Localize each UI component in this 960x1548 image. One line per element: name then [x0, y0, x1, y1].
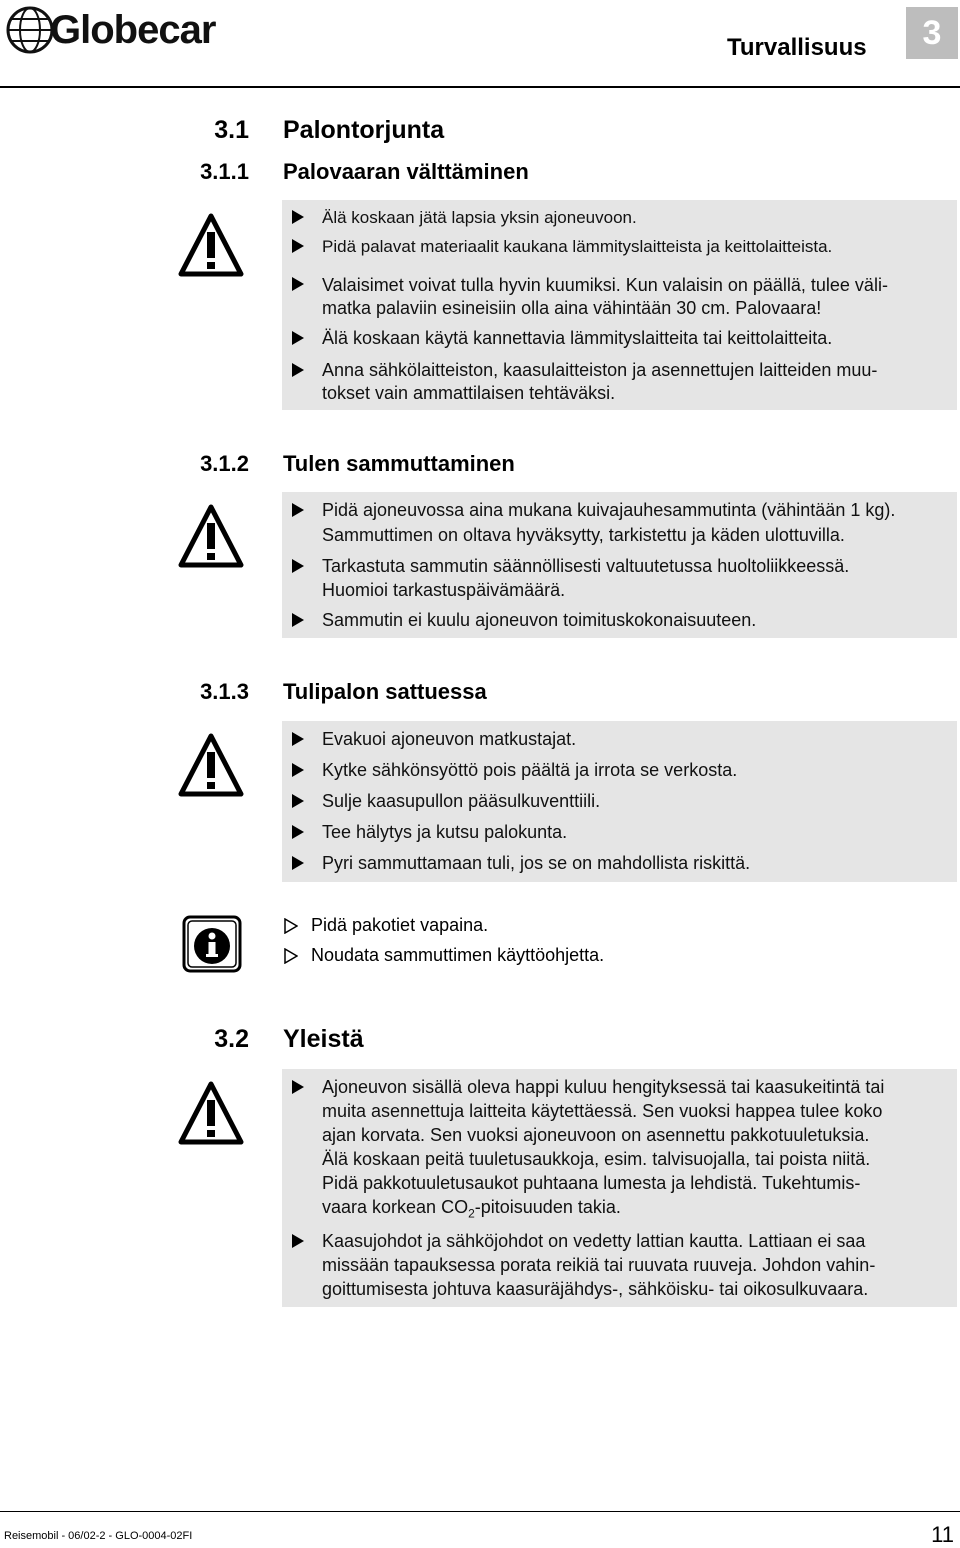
bullet-arrow-icon	[292, 763, 304, 777]
bullet-arrow-icon	[292, 239, 304, 253]
list-item: Tee hälytys ja kutsu palokunta.	[322, 822, 568, 842]
chapter-number-badge: 3	[906, 7, 958, 59]
logo-text: Globecar	[50, 7, 216, 52]
list-item: goittumisesta johtuva kaasuräjähdys-, sähköisku- tai oikosulkuvaara.	[322, 1279, 869, 1299]
list-item: Pyri sammuttamaan tuli, jos se on mahdollista riskittä.	[322, 853, 751, 873]
section-title: Tulen sammuttaminen	[283, 451, 515, 476]
bullet-arrow-icon	[292, 1234, 304, 1248]
list-item: Valaisimet voivat tulla hyvin kuumiksi. Kun valaisin on päällä, tulee väli-	[322, 275, 888, 295]
info-icon	[182, 915, 242, 973]
footer-divider	[0, 1511, 960, 1512]
list-item: missään tapauksessa porata reikiä tai ruuvata ruuveja. Johdon vahin-	[322, 1255, 876, 1275]
hint-item: Noudata sammuttimen käyttöohjetta.	[311, 945, 605, 965]
warning-box-3-1-1	[282, 200, 957, 410]
warning-triangle-icon	[178, 1080, 244, 1146]
list-item: tokset vain ammattilaisen tehtäväksi.	[322, 383, 616, 403]
header-divider	[0, 86, 960, 88]
warning-triangle-icon	[178, 732, 244, 798]
list-item: Pidä palavat materiaalit kaukana lämmityslaitteista ja keittolaitteista.	[322, 237, 833, 256]
bullet-arrow-icon	[292, 210, 304, 224]
list-item: Älä koskaan peitä tuuletusaukkoja, esim. talvisuojalla, tai poista niitä.	[322, 1149, 871, 1169]
list-item	[322, 1195, 621, 1226]
list-item: Sulje kaasupullon pääsulkuventtiili.	[322, 791, 601, 811]
bullet-arrow-icon	[292, 277, 304, 291]
co2-text-after: -pitoisuuden takia.	[474, 1197, 621, 1217]
chapter-title: Turvallisuus	[727, 34, 867, 61]
section-number: 3.2	[214, 1025, 249, 1053]
bullet-arrow-icon	[292, 825, 304, 839]
bullet-arrow-icon	[292, 1080, 304, 1094]
bullet-arrow-icon	[292, 503, 304, 517]
list-item: Anna sähkölaitteiston, kaasulaitteiston ja asennettujen laitteiden muu-	[322, 360, 878, 380]
co2-text: vaara korkean CO	[322, 1197, 469, 1217]
list-item: Huomioi tarkastuspäivämäärä.	[322, 580, 566, 600]
section-title: Yleistä	[283, 1025, 364, 1053]
bullet-arrow-icon	[292, 363, 304, 377]
bullet-arrow-icon	[292, 613, 304, 627]
bullet-arrow-icon	[292, 732, 304, 746]
list-item: Älä koskaan käytä kannettavia lämmityslaitteita tai keittolaitteita.	[322, 328, 833, 348]
bullet-arrow-icon	[292, 856, 304, 870]
warning-box-3-1-2	[282, 492, 957, 638]
warning-triangle-icon	[178, 212, 244, 278]
section-number: 3.1.1	[200, 159, 249, 184]
bullet-arrow-icon	[292, 331, 304, 345]
list-item: Ajoneuvon sisällä oleva happi kuluu hengityksessä tai kaasukeitintä tai	[322, 1077, 885, 1097]
document-code: Reisemobil - 06/02-2 - GLO-0004-02FI	[4, 1530, 193, 1542]
section-title: Palovaaran välttäminen	[283, 159, 529, 184]
list-item: Pidä pakkotuuletusaukot puhtaana lumesta ja lehdistä. Tukehtumis-	[322, 1173, 861, 1193]
warning-triangle-icon	[178, 503, 244, 569]
list-item: muita asennettuja laitteita käytettäessä. Sen vuoksi happea tulee koko	[322, 1101, 883, 1121]
bullet-arrow-icon	[292, 794, 304, 808]
section-title: Tulipalon sattuessa	[283, 679, 487, 704]
hint-arrow-icon	[284, 948, 298, 964]
list-item: matka palaviin esineisiin olla aina vähintään 30 cm. Palovaara!	[322, 298, 822, 318]
list-item: Evakuoi ajoneuvon matkustajat.	[322, 729, 577, 749]
list-item: ajan korvata. Sen vuoksi ajoneuvoon on asennettu pakkotuuletuksia.	[322, 1125, 870, 1145]
warning-box-3-2	[282, 1069, 957, 1307]
list-item: Tarkastuta sammutin säännöllisesti valtuutetussa huoltoliikkeessä.	[322, 556, 850, 576]
list-item: Sammuttimen on oltava hyväksytty, tarkistettu ja käden ulottuvilla.	[322, 525, 845, 545]
section-number: 3.1.3	[200, 679, 249, 704]
page-number: 11	[931, 1522, 954, 1547]
section-number: 3.1	[214, 116, 249, 144]
section-title: Palontorjunta	[283, 116, 445, 144]
list-item: Pidä ajoneuvossa aina mukana kuivajauhesammutinta (vähintään 1 kg).	[322, 500, 896, 520]
hint-arrow-icon	[284, 918, 298, 934]
co2-subscript: 2	[468, 1206, 475, 1221]
warning-box-3-1-3	[282, 721, 957, 882]
globe-icon	[4, 4, 56, 56]
section-number: 3.1.2	[200, 451, 249, 476]
list-item: Kaasujohdot ja sähköjohdot on vedetty lattian kautta. Lattiaan ei saa	[322, 1231, 866, 1251]
list-item: Kytke sähkönsyöttö pois päältä ja irrota se verkosta.	[322, 760, 738, 780]
list-item: Sammutin ei kuulu ajoneuvon toimituskokonaisuuteen.	[322, 610, 757, 630]
bullet-arrow-icon	[292, 559, 304, 573]
globecar-logo	[4, 2, 215, 58]
list-item: Älä koskaan jätä lapsia yksin ajoneuvoon.	[322, 208, 637, 227]
hint-item: Pidä pakotiet vapaina.	[311, 915, 489, 935]
